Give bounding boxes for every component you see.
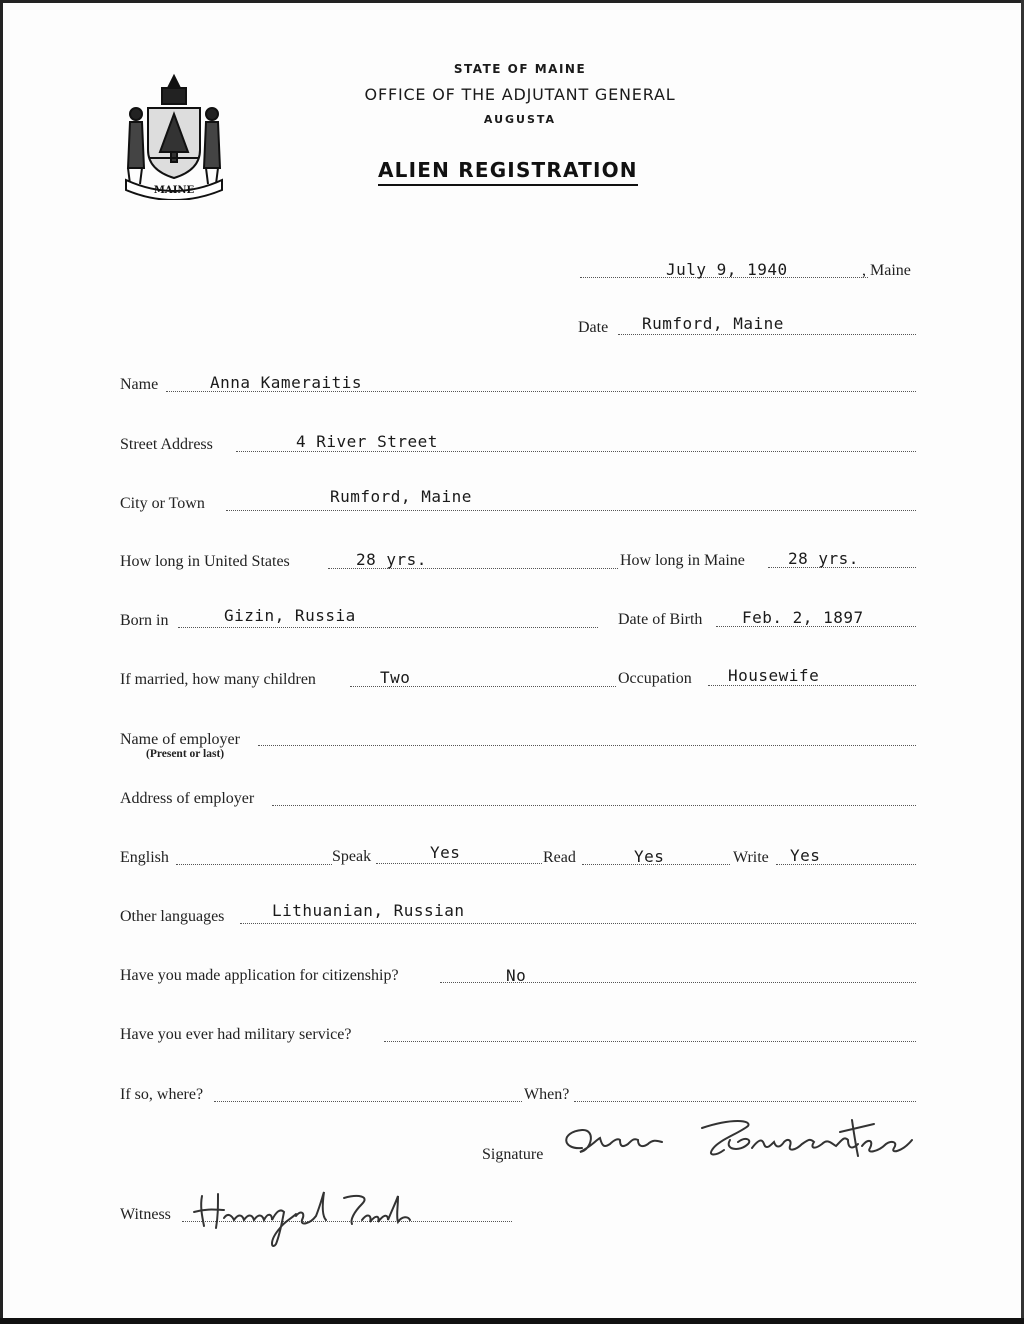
city-label: City or Town xyxy=(120,495,205,512)
write-label: Write xyxy=(733,849,769,866)
employer-name-dots xyxy=(258,745,916,746)
city-dots xyxy=(226,510,916,511)
military-dots xyxy=(384,1041,916,1042)
signature-label: Signature xyxy=(482,1146,544,1163)
how-long-us-label: How long in United States xyxy=(120,553,290,570)
employer-name-sublabel: (Present or last) xyxy=(146,748,225,760)
city-heading: AUGUSTA xyxy=(483,113,557,126)
how-long-us-value: 28 yrs. xyxy=(356,550,427,569)
date-place-dots xyxy=(618,334,916,335)
street-address-value: 4 River Street xyxy=(296,432,438,451)
english-dots xyxy=(176,864,332,865)
children-label: If married, how many children xyxy=(120,671,316,688)
speak-label: Speak xyxy=(332,848,372,865)
witness-signature xyxy=(184,1182,414,1252)
how-long-maine-label: How long in Maine xyxy=(620,552,745,569)
scan-border-bottom xyxy=(0,1318,1024,1324)
city-value: Rumford, Maine xyxy=(330,487,472,506)
where-label: If so, where? xyxy=(120,1086,204,1103)
how-long-maine-value: 28 yrs. xyxy=(788,549,859,568)
citizenship-label: Have you made application for citizenship? xyxy=(120,967,399,984)
street-address-label: Street Address xyxy=(120,436,213,453)
date-value: July 9, 1940 xyxy=(666,260,788,279)
scan-border-top xyxy=(0,0,1024,3)
employer-address-dots xyxy=(272,805,916,806)
state-heading: STATE OF MAINE xyxy=(453,62,587,76)
read-label: Read xyxy=(543,849,576,866)
children-value: Two xyxy=(380,668,411,687)
employer-address-label: Address of employer xyxy=(120,790,255,807)
other-languages-label: Other languages xyxy=(120,908,225,925)
born-in-label: Born in xyxy=(120,612,169,629)
name-label: Name xyxy=(120,376,159,393)
date-suffix: , Maine xyxy=(862,262,911,279)
name-value: Anna Kameraitis xyxy=(210,373,362,392)
witness-label: Witness xyxy=(120,1206,171,1223)
english-label: English xyxy=(120,849,169,866)
office-heading: OFFICE OF THE ADJUTANT GENERAL xyxy=(364,85,676,104)
occupation-dots xyxy=(708,685,916,686)
other-languages-dots xyxy=(240,923,916,924)
form-title: ALIEN REGISTRATION xyxy=(378,158,638,186)
scan-border-left xyxy=(0,0,3,1324)
svg-text:MAINE: MAINE xyxy=(153,185,195,196)
date-of-birth-label: Date of Birth xyxy=(618,611,703,628)
employer-name-label: Name of employer xyxy=(120,731,240,748)
date-label: Date xyxy=(578,319,609,336)
speak-value: Yes xyxy=(430,843,461,862)
military-label: Have you ever had military service? xyxy=(120,1026,352,1043)
born-in-value: Gizin, Russia xyxy=(224,606,356,625)
speak-dots xyxy=(376,863,542,864)
citizenship-value: No xyxy=(506,966,527,985)
when-label: When? xyxy=(524,1086,570,1103)
street-address-dots xyxy=(236,451,916,452)
date-of-birth-value: Feb. 2, 1897 xyxy=(742,608,864,627)
occupation-label: Occupation xyxy=(618,670,692,687)
write-value: Yes xyxy=(790,846,821,865)
read-value: Yes xyxy=(634,847,665,866)
when-dots xyxy=(574,1101,916,1102)
other-languages-value: Lithuanian, Russian xyxy=(272,901,465,920)
where-dots xyxy=(214,1101,522,1102)
date-place-value: Rumford, Maine xyxy=(642,314,784,333)
occupation-value: Housewife xyxy=(728,666,820,685)
applicant-signature xyxy=(552,1110,942,1170)
born-in-dots xyxy=(178,627,598,628)
